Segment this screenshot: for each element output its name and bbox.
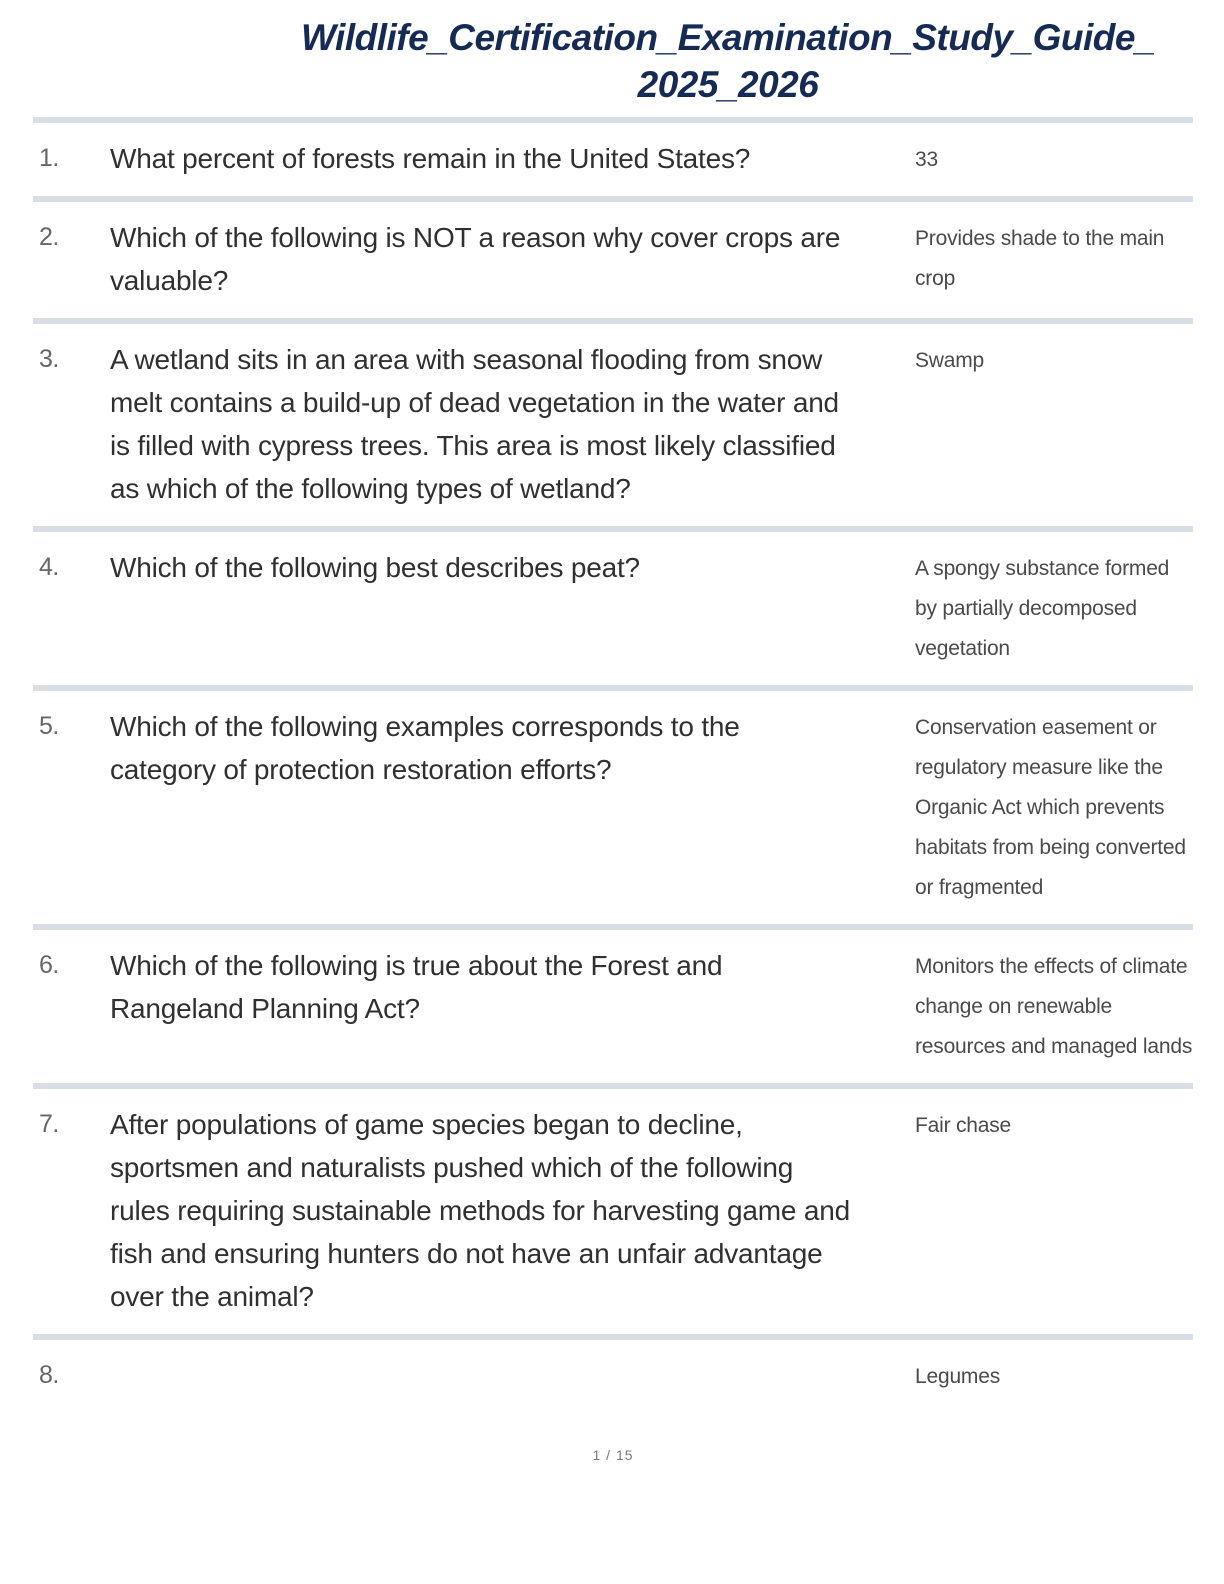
answer-text: 33: [915, 148, 938, 171]
question-list: [33, 123, 1193, 1413]
answer-text: Swamp: [915, 349, 985, 372]
question-row: [33, 1089, 1193, 1340]
answer-text: A spongy substance formed by partially decomposed vegetation: [915, 557, 1170, 660]
question-row: [33, 532, 1193, 691]
question-number: 2.: [39, 223, 59, 251]
question-text: Which of the following is NOT a reason why cover crops are valuable?: [110, 222, 841, 296]
document-title-line1: Wildlife_Certification_Examination_Study_Guide_: [300, 17, 1156, 58]
question-number: 3.: [39, 345, 59, 373]
question-text: Which of the following is true about the Forest and Rangeland Planning Act?: [110, 950, 723, 1024]
answer-text: Legumes: [915, 1365, 1000, 1388]
question-text: What percent of forests remain in the United States?: [110, 143, 751, 174]
answer-text: Conservation easement or regulatory measure like the Organic Act which prevents habitats from being converted or fragmented: [915, 716, 1186, 899]
answer-text: Monitors the effects of climate change on renewable resources and managed lands: [915, 955, 1193, 1058]
page-indicator: 1 / 15: [592, 1447, 634, 1463]
question-row: [33, 1340, 1193, 1413]
question-number: 7.: [39, 1110, 59, 1138]
question-row: [33, 202, 1193, 324]
question-text: Which of the following examples corresponds to the category of protection restoration efforts?: [110, 711, 740, 785]
question-number: 6.: [39, 951, 59, 979]
question-row: [33, 691, 1193, 930]
question-text: [110, 1354, 915, 1397]
question-text: A wetland sits in an area with seasonal flooding from snow melt contains a build-up of dead vegetation in the water and is filled with cypress trees. This area is most likely classified as which of the following types of wetland?: [110, 344, 839, 504]
answer-text: Fair chase: [915, 1114, 1012, 1137]
question-number: 8.: [39, 1361, 59, 1389]
question-row: [33, 324, 1193, 532]
question-row: [33, 930, 1193, 1089]
question-number: 4.: [39, 553, 59, 581]
question-text: After populations of game species began to decline, sportsmen and naturalists pushed which of the following rules requiring sustainable methods for harvesting game and fish and ensuring hunters do not have an unfair advantage over the animal?: [110, 1109, 850, 1312]
document-title: [33, 0, 1193, 108]
question-text: Which of the following best describes peat?: [110, 552, 640, 583]
answer-text: Provides shade to the main crop: [915, 227, 1165, 290]
question-row: [33, 123, 1193, 202]
question-number: 1.: [39, 144, 59, 172]
document-title-line2: 2025_2026: [637, 64, 819, 105]
question-number: 5.: [39, 712, 59, 740]
